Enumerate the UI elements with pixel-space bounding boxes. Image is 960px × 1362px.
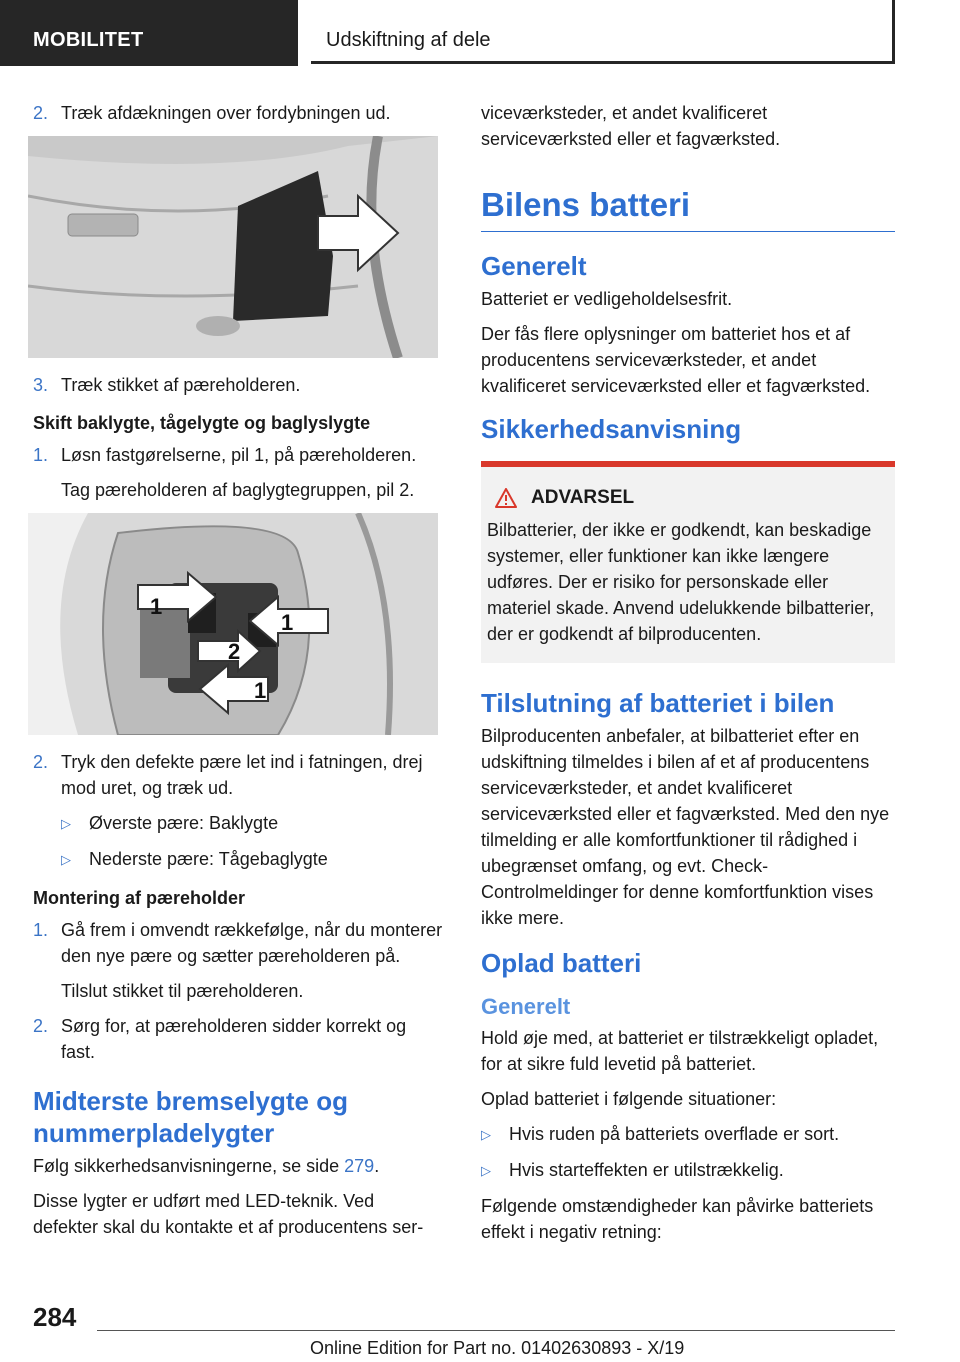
info-text: Der fås flere oplysninger om batteriet hos et af producentens serviceværksteder, et andet kvalificeret serviceværksted eller et fagværksted.	[481, 324, 871, 396]
right-column	[481, 100, 895, 1254]
heading-baklygte: Skift baklygte, tågelygte og baglyslygte	[33, 413, 371, 433]
photo-bulb-holder	[28, 513, 438, 735]
baklygte-step-2: 2. Tryk den defekte pære let ind i fatningen, drej mod uret, og træk ud.	[33, 752, 423, 798]
step-3: 3. Træk stikket af pæreholderen.	[33, 375, 301, 395]
bullet-item: ▷ Hvis starteffekten er utilstrækkelig.	[481, 1157, 895, 1184]
label-arrow-2: 2	[228, 639, 241, 664]
footer-divider	[97, 1330, 895, 1331]
section-label: MOBILITET	[0, 0, 298, 66]
step-2: 2. Træk afdækningen over fordybningen ud.	[33, 103, 391, 123]
situations-text: Oplad batteriet i følgende situationer:	[481, 1089, 777, 1109]
heading-tilslutning: Tilslutning af batteriet i bilen	[481, 688, 835, 718]
factors-text: Følgende omstændigheder kan påvirke batteriets effekt i negativ retning:	[481, 1196, 874, 1242]
page-number: 284	[33, 1302, 77, 1332]
triangle-bullet-icon: ▷	[61, 816, 71, 831]
continued-text: viceværksteder, et andet kvalificeret serviceværksted eller et fagværksted.	[481, 103, 781, 149]
triangle-bullet-icon: ▷	[481, 1127, 491, 1142]
charge-text: Hold øje med, at batteriet er tilstrækkeligt opladet, for at sikre fuld levetid på batteriet.	[481, 1028, 879, 1074]
label-arrow-1-right: 1	[281, 610, 294, 635]
bullet-item: ▷ Nederste pære: Tågebaglygte	[33, 846, 443, 873]
left-column	[33, 100, 443, 1249]
baklygte-step-1: 1. Løsn fastgørelserne, pil 1, på pæreholderen.	[33, 445, 417, 465]
warning-triangle-icon	[495, 488, 517, 508]
heading-generelt: Generelt	[481, 251, 587, 281]
label-arrow-1-top: 1	[150, 594, 163, 619]
photo-cover-removal	[28, 136, 438, 358]
connect-text: Bilproducenten anbefaler, at bilbatteriet efter en udskiftning tilmeldes i bilen af et af producentens serviceværksteder, et andet kvalificeret serviceværksted eller et fagværksted. Med den nye tilmelding er alle komfortfunktioner til rådighed i ubegrænset omfang, og evt. Check-Controlmeldinger for denne komfortfunktion vises ikke mere.	[481, 726, 890, 928]
chapter-title: Udskiftning af dele	[311, 0, 895, 64]
heading-midterste-bremselygte: Midterste bremselygte og nummerpladelygter	[33, 1086, 348, 1148]
subheading-generelt: Generelt	[481, 994, 571, 1019]
montering-step-1-sub: Tilslut stikket til pæreholderen.	[61, 981, 304, 1001]
heading-sikkerhedsanvisning: Sikkerhedsanvisning	[481, 414, 742, 444]
bullet-item: ▷ Øverste pære: Baklygte	[33, 810, 443, 837]
page-header	[0, 0, 960, 66]
warning-header: ADVARSEL	[487, 487, 889, 509]
warning-text: Bilbatterier, der ikke er godkendt, kan beskadige systemer, eller funktioner kan ikke længere udføres. Der er risiko for personskade eller materiel skade. Anvend udelukkende bilbatterier, der er godkendt af bilproducenten.	[487, 520, 875, 644]
baklygte-step-1-sub: Tag pæreholderen af baglygtegruppen, pil 2.	[61, 480, 415, 500]
montering-step-2: 2. Sørg for, at pæreholderen sidder korrekt og fast.	[33, 1016, 407, 1062]
label-arrow-1-bottom: 1	[254, 678, 267, 703]
led-text: Disse lygter er udført med LED-teknik. Ved defekter skal du kontakte et af producentens ser-	[33, 1191, 424, 1237]
page-link[interactable]: 279	[344, 1156, 375, 1176]
follow-instructions-text: Følg sikkerhedsanvisningerne, se side 279.	[33, 1156, 380, 1176]
warning-box	[481, 461, 895, 663]
photo-cover-illustration	[28, 136, 438, 358]
triangle-bullet-icon: ▷	[481, 1163, 491, 1178]
heading-oplad-batteri: Oplad batteri	[481, 948, 642, 978]
montering-step-1: 1. Gå frem i omvendt rækkefølge, når du monterer den nye pære og sætter pæreholderen på.	[33, 920, 443, 966]
heading-montering: Montering af pæreholder	[33, 888, 246, 908]
triangle-bullet-icon: ▷	[61, 852, 71, 867]
maintenance-text: Batteriet er vedligeholdelsesfrit.	[481, 289, 733, 309]
footer-edition: Online Edition for Part no. 01402630893 - X/19	[310, 1338, 685, 1358]
photo-bulb-holder-illustration	[28, 513, 438, 735]
bullet-item: ▷ Hvis ruden på batteriets overflade er sort.	[481, 1121, 895, 1148]
heading-bilens-batteri: Bilens batteri	[481, 161, 895, 232]
